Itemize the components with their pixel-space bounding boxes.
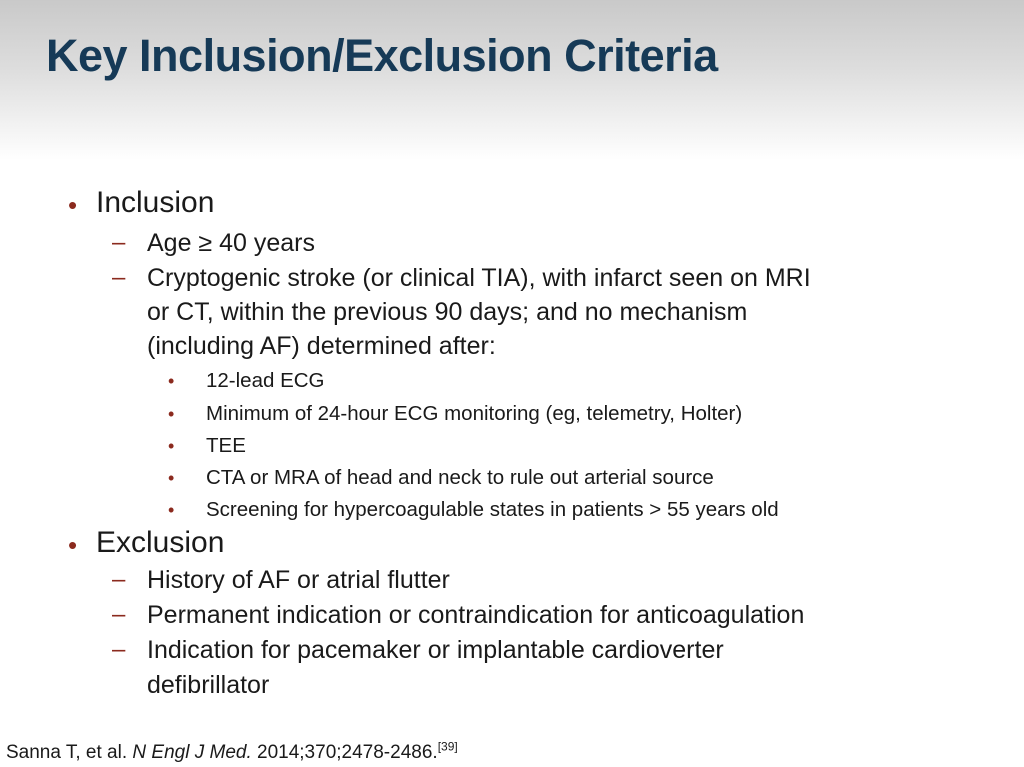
- inclusion-item-line: (including AF) determined after:: [147, 332, 496, 360]
- sub-bullet-marker: •: [168, 468, 175, 488]
- exclusion-heading: Exclusion: [96, 526, 225, 559]
- inclusion-item: Age ≥ 40 years: [147, 229, 315, 257]
- exclusion-item: Permanent indication or contraindication for anticoagulation: [147, 601, 805, 629]
- slide-title: Key Inclusion/Exclusion Criteria: [46, 30, 718, 81]
- sub-bullet-marker: •: [168, 500, 175, 520]
- citation-details: 2014;370;2478-2486.: [251, 742, 438, 763]
- bullet-marker: •: [68, 190, 78, 220]
- dash-marker: –: [112, 229, 126, 256]
- inclusion-subitem: 12-lead ECG: [206, 369, 325, 392]
- bullet-marker: •: [68, 530, 78, 560]
- citation-journal: N Engl J Med.: [132, 742, 252, 763]
- inclusion-item-line: or CT, within the previous 90 days; and no mechanism: [147, 298, 748, 326]
- exclusion-item: History of AF or atrial flutter: [147, 566, 450, 594]
- citation: [6, 739, 458, 764]
- dash-marker: –: [112, 601, 126, 628]
- inclusion-subitem: Screening for hypercoagulable states in patients > 55 years old: [206, 498, 779, 521]
- citation-ref: [39]: [437, 739, 458, 754]
- dash-marker: –: [112, 264, 126, 291]
- inclusion-item-line: Cryptogenic stroke (or clinical TIA), with infarct seen on MRI: [147, 264, 811, 292]
- exclusion-item-line: Indication for pacemaker or implantable cardioverter: [147, 636, 724, 664]
- sub-bullet-marker: •: [168, 371, 175, 391]
- inclusion-heading: Inclusion: [96, 186, 215, 219]
- sub-bullet-marker: •: [168, 436, 175, 456]
- inclusion-subitem: CTA or MRA of head and neck to rule out arterial source: [206, 466, 714, 489]
- dash-marker: –: [112, 566, 126, 593]
- sub-bullet-marker: •: [168, 404, 175, 424]
- inclusion-subitem: Minimum of 24-hour ECG monitoring (eg, telemetry, Holter): [206, 402, 743, 425]
- exclusion-item-line: defibrillator: [147, 671, 270, 699]
- dash-marker: –: [112, 636, 126, 663]
- citation-authors: Sanna T, et al.: [6, 742, 133, 763]
- inclusion-subitem: TEE: [206, 434, 246, 457]
